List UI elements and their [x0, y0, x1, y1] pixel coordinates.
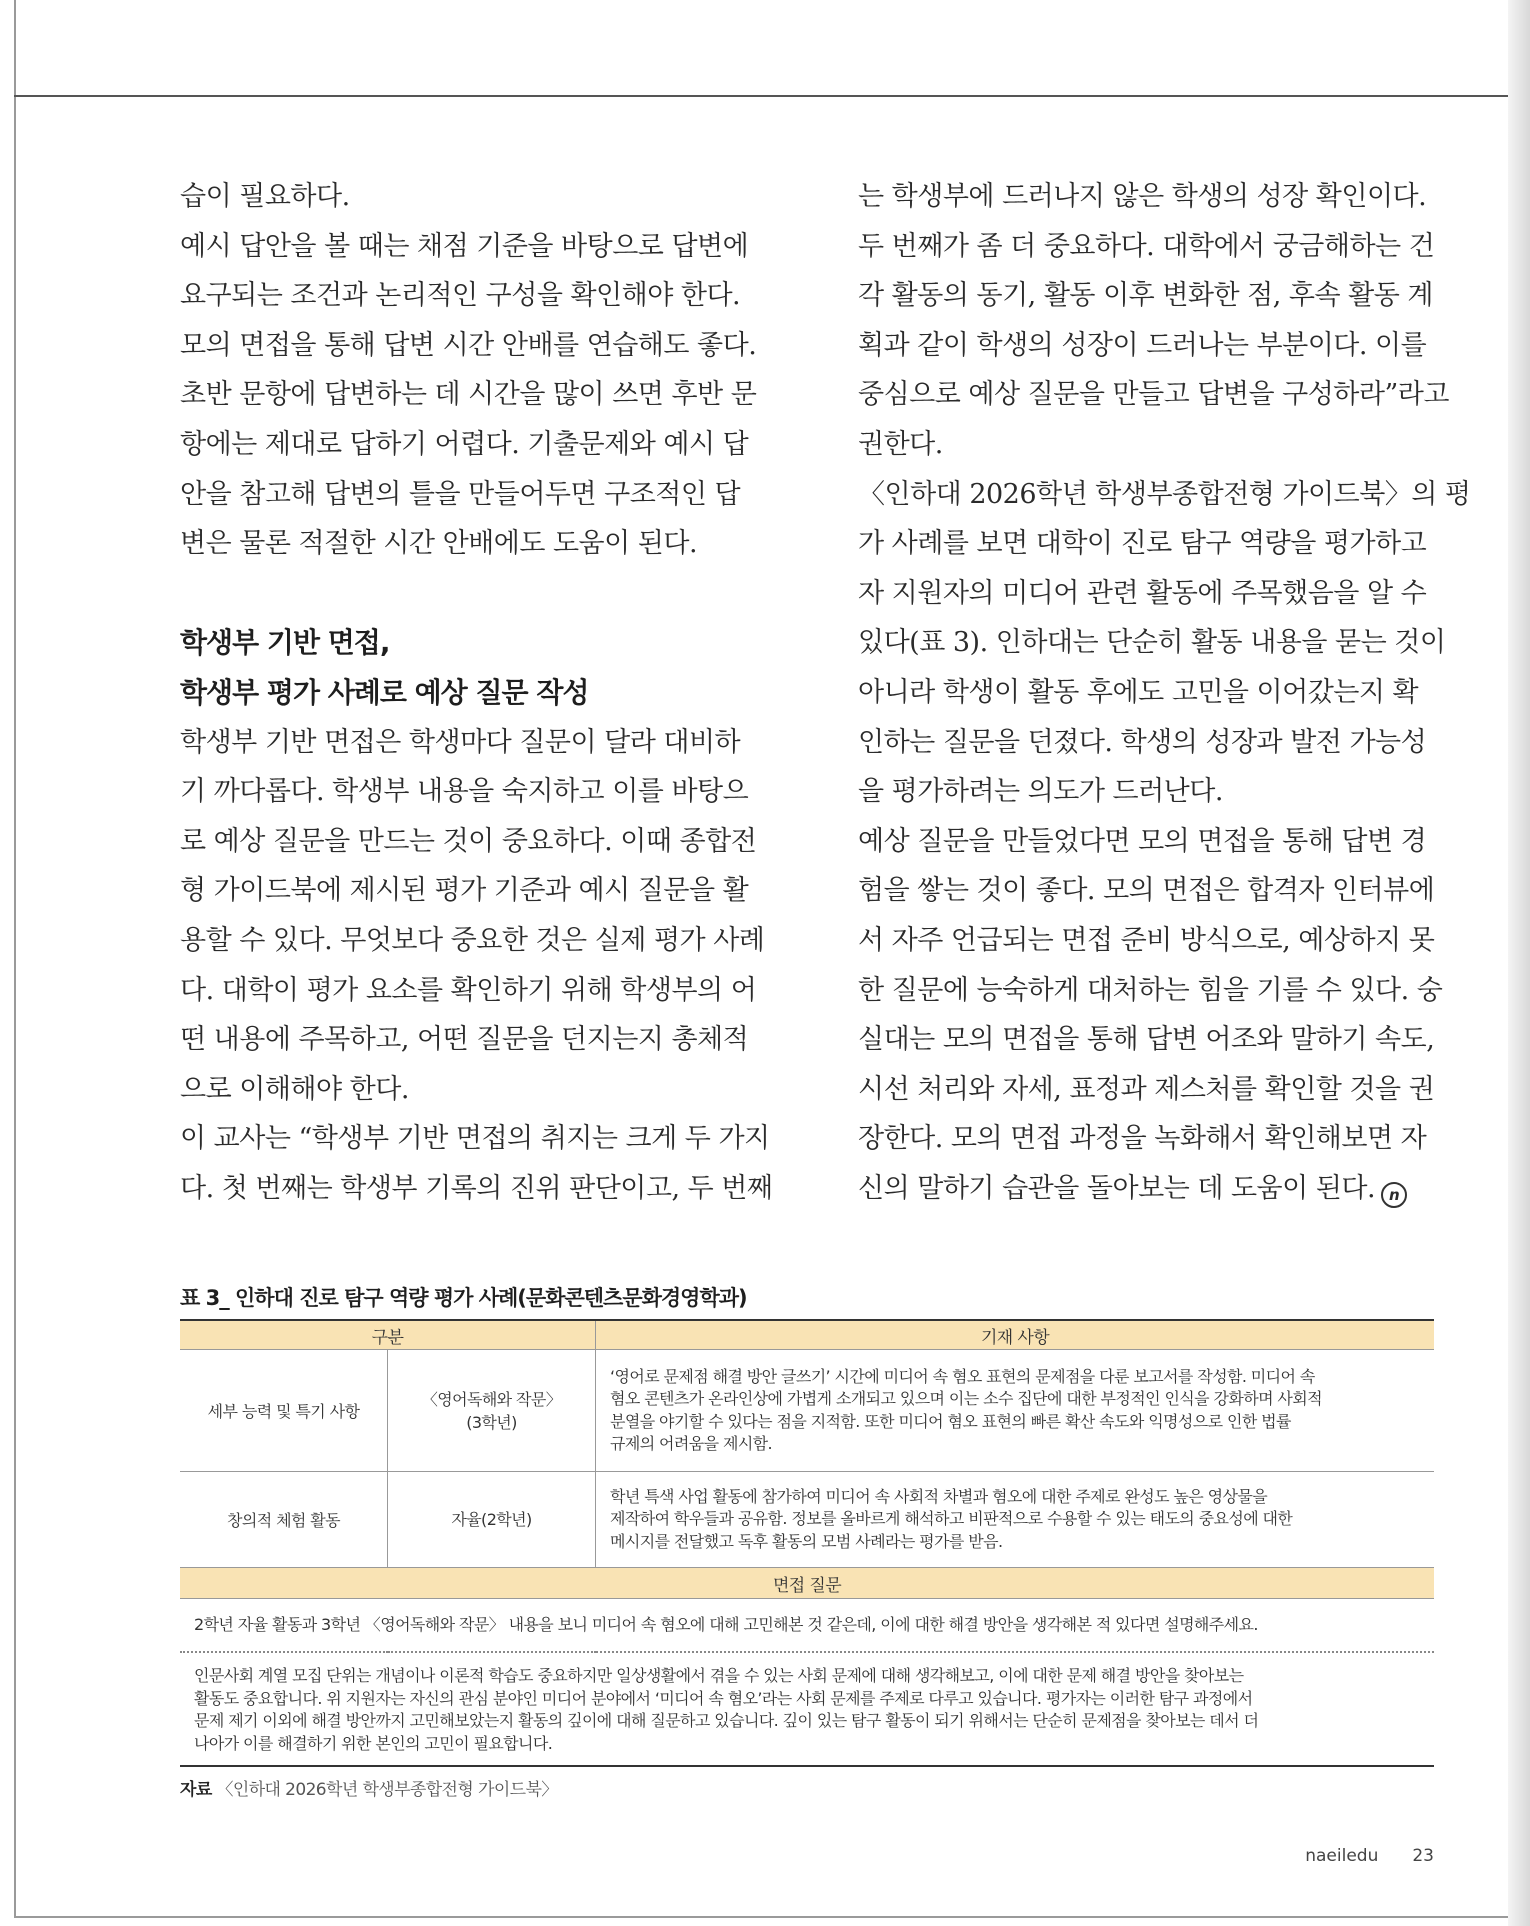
paragraph: 이 교사는 “학생부 기반 면접의 취지는 크게 두 가지 다. 첫 번째는 학생부 기록의 진위 판단이고, 두 번째 — [180, 1123, 773, 1204]
interview-explanation: 인문사회 계열 모집 단위는 개념이나 이론적 학습도 중요하지만 일상생활에서 겪을 수 있는 사회 문제에 대해 생각해보고, 이에 대한 문제 해결 방안을 찾아보는 활동도 중요합니다. 위 지원자는 자신의 관심 분야인 미디어 분야에서 ‘미디어 속 혐오’라는 사회 문제를 주제로 다루고 있습니다. 평가자는 이러한 탐구 과정에서 문제 제기 이외에 해결 방안까지 고민해보았는지 활동의 깊이에 대해 질문하고 있습니다. 깊이 있는 탐구 활동이 되기 위해서는 단순히 문제점을 찾아보는 데서 더 나아가 이를 해결하기 위한 본인의 고민이 필요합니다. — [180, 1652, 1434, 1766]
interview-header: 면접 질문 — [180, 1568, 1434, 1599]
table-header-row — [180, 1320, 1434, 1350]
row-category: 창의적 체험 활동 — [180, 1472, 388, 1568]
row-content: ‘영어로 문제점 해결 방안 글쓰기’ 시간에 미디어 속 혐오 표현의 문제점을 다룬 보고서를 작성함. 미디어 속 혐오 콘텐츠가 온라인상에 가볍게 소개되고 있으며 이는 소수 집단에 대한 부정적인 인식을 강화하며 사회적 분열을 야기할 수 있다는 점을 지적함. 또한 미디어 혐오 표현의 빠른 확산 속도와 익명성으로 인한 법률 규제의 어려움을 제시함. — [596, 1350, 1435, 1472]
row-category: 세부 능력 및 특기 사항 — [180, 1350, 388, 1472]
interview-explanation-row — [180, 1652, 1434, 1766]
paragraph: 습이 필요하다. — [180, 181, 350, 212]
row-subject: 자율(2학년) — [388, 1472, 596, 1568]
paragraph: 는 학생부에 드러나지 않은 학생의 성장 확인이다. 두 번째가 좀 더 중요하다. 대학에서 궁금해하는 건 각 활동의 동기, 활동 이후 변화한 점, 후속 활동 계 획과 같이 학생의 성장이 드러나는 부분이다. 이를 중심으로 예상 질문을 만들고 답변을 구성하라”라고 권한다. — [858, 181, 1449, 460]
row-subject: 〈영어독해와 작문〉 (3학년) — [388, 1350, 596, 1472]
paragraph: 학생부 기반 면접은 학생마다 질문이 달라 대비하 기 까다롭다. 학생부 내용을 숙지하고 이를 바탕으 로 예상 질문을 만드는 것이 중요하다. 이때 종합전 형 가이드북에 제시된 평가 기준과 예시 질문을 활 용할 수 있다. 무엇보다 중요한 것은 실제 평가 사례 다. 대학이 평가 요소를 확인하기 위해 학생부의 어 떤 내용에 주목하고, 어떤 질문을 던지는지 총체적 으로 이해해야 한다. — [180, 726, 765, 1105]
header-content: 기재 사항 — [596, 1320, 1435, 1350]
page-edge-shadow — [1508, 0, 1530, 1926]
table-row — [180, 1472, 1434, 1568]
section-gap — [180, 569, 765, 619]
table-row — [180, 1350, 1434, 1472]
left-column — [180, 172, 773, 1213]
paragraph: 〈인하대 2026학년 학생부종합전형 가이드북〉의 평 가 사례를 보면 대학이 진로 탐구 역량을 평가하고 자 지원자의 미디어 관련 활동에 주목했음을 알 수 있다(표 3). 인하대는 단순히 활동 내용을 묻는 것이 아니라 학생이 활동 후에도 고민을 이어갔는지 확 인하는 질문을 던졌다. 학생의 성장과 발전 가능성 을 평가하려는 의도가 드러난다. — [858, 478, 1471, 808]
table-source — [180, 1775, 1434, 1800]
paragraph: 예시 답안을 볼 때는 채점 기준을 바탕으로 답변에 요구되는 조건과 논리적인 구성을 확인해야 한다. 모의 면접을 통해 답변 시간 안배를 연습해도 좋다. 초반 문항에 답변하는 데 시간을 많이 쓰면 후반 문 항에는 제대로 답하기 어렵다. 기출문제와 예시 답 안을 참고해 답변의 틀을 만들어두면 구조적인 답 변은 물론 적절한 시간 안배에도 도움이 된다. — [180, 230, 757, 560]
table-title: 표 3_ 인하대 진로 탐구 역량 평가 사례(문화콘텐츠문화경영학과) — [180, 1286, 747, 1310]
interview-question: 2학년 자율 활동과 3학년 〈영어독해와 작문〉 내용을 보니 미디어 속 혐오에 대해 고민해본 것 같은데, 이에 대한 해결 방안을 생각해본 적 있다면 설명해주세요. — [180, 1599, 1434, 1653]
section-title: 학생부 기반 면접, 학생부 평가 사례로 예상 질문 작성 — [180, 626, 589, 709]
interview-header-row — [180, 1568, 1434, 1599]
page-footer — [1305, 1846, 1434, 1866]
source-text: 〈인하대 2026학년 학생부종합전형 가이드북〉 — [216, 1780, 558, 1800]
footer-brand: naeiledu — [1305, 1846, 1379, 1866]
paragraph: 예상 질문을 만들었다면 모의 면접을 통해 답변 경 험을 쌓는 것이 좋다. 모의 면접은 합격자 인터뷰에 서 자주 언급되는 면접 준비 방식으로, 예상하지 못 한 질문에 능숙하게 대처하는 힘을 기를 수 있다. 숭 실대는 모의 면접을 통해 답변 어조와 말하기 속도, 시선 처리와 자세, 표정과 제스처를 확인할 것을 권 장한다. 모의 면접 과정을 녹화해서 확인해보면 자 신의 말하기 습관을 돌아보는 데 도움이 된다. n — [858, 817, 1443, 1214]
header-category: 구분 — [180, 1320, 596, 1350]
right-column — [858, 172, 1471, 1213]
end-mark-icon: n — [1381, 1182, 1407, 1208]
source-label: 자료 — [180, 1780, 212, 1800]
interview-question-row — [180, 1599, 1434, 1653]
page-number: 23 — [1412, 1846, 1434, 1866]
header-rule — [14, 95, 1510, 97]
row-content: 학년 특색 사업 활동에 참가하여 미디어 속 사회적 차별과 혐오에 대한 주제로 완성도 높은 영상물을 제작하여 학우들과 공유함. 정보를 올바르게 해석하고 비판적으로 수용할 수 있는 태도의 중요성에 대한 메시지를 전달했고 독후 활동의 모범 사례라는 평가를 받음. — [596, 1472, 1435, 1568]
table — [180, 1319, 1434, 1767]
evaluation-table — [180, 1283, 1434, 1800]
